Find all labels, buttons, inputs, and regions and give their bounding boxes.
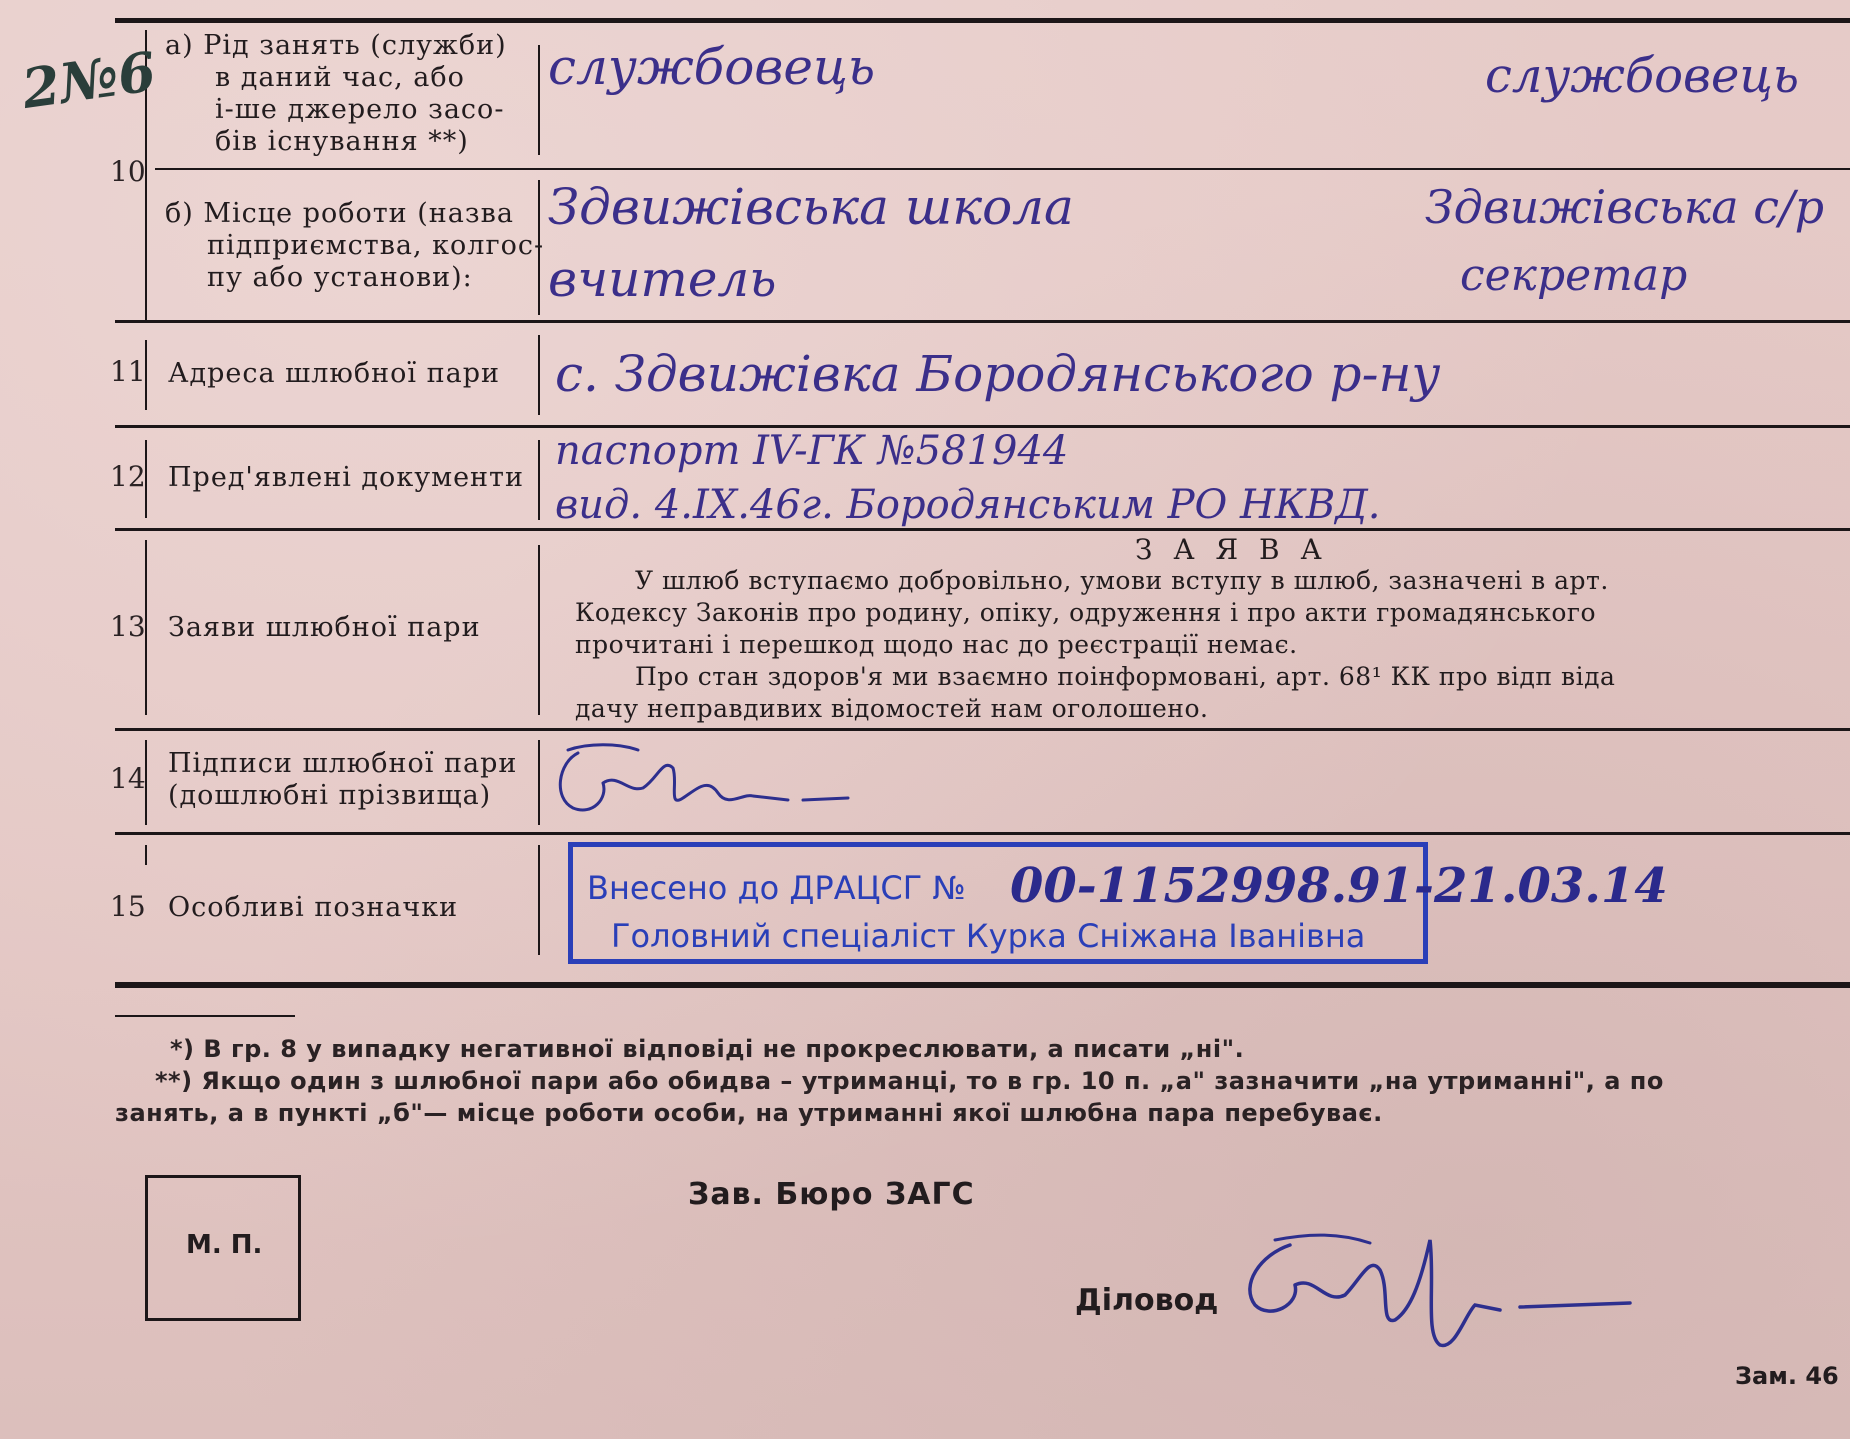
row-10b-label bbox=[165, 198, 544, 294]
footnote-line: **) Якщо один з шлюбної пари або обидва – утриманці, то в гр. 10 п. „а" зазначити „на утриманні", а по bbox=[155, 1067, 1664, 1095]
row-10a-label bbox=[165, 30, 507, 158]
zayava-line: Про стан здоров'я ми взаємно поінформовані, арт. 68¹ КК про відп віда bbox=[635, 662, 1616, 691]
value-column-rule-14 bbox=[538, 740, 540, 825]
row-14-label-line: Підписи шлюбної пари bbox=[168, 748, 518, 779]
row-12-value-line2: вид. 4.IX.46г. Бородянським РО НКВД. bbox=[555, 482, 1381, 528]
value-column-rule bbox=[538, 45, 540, 155]
row-10b-value-2-line2: секретар bbox=[1460, 250, 1688, 301]
row-number-15: 15 bbox=[110, 890, 146, 923]
zayava-line: дачу неправдивих відомостей нам оголошено. bbox=[575, 694, 1209, 723]
row-number-13: 13 bbox=[110, 610, 146, 643]
row-12-label: Пред'явлені документи bbox=[168, 462, 524, 493]
value-column-rule-11 bbox=[538, 335, 540, 415]
zayava-text bbox=[575, 565, 1835, 725]
clerk-signature bbox=[1230, 1225, 1650, 1365]
row-10b-value-1-line2: вчитель bbox=[548, 250, 777, 308]
value-column-rule-13 bbox=[538, 545, 540, 715]
zayava-line: прочитані і перешкод щодо нас до реєстрації немає. bbox=[575, 630, 1298, 659]
footnote-line: *) В гр. 8 у випадку негативної відповіді не прокреслювати, а писати „ні". bbox=[170, 1035, 1245, 1063]
footnote-line: занять, а в пункті „б"— місце роботи особи, на утриманні якої шлюбна пара перебуває. bbox=[115, 1099, 1383, 1127]
stamp-line-2: Головний спеціаліст Курка Сніжана Іванівна bbox=[611, 917, 1366, 955]
stamp-line-1: Внесено до ДРАЦСГ № bbox=[587, 869, 966, 907]
row-number-10: 10 bbox=[110, 155, 146, 188]
row-13-label: Заяви шлюбної пари bbox=[168, 612, 481, 643]
row-10b-value-1-line1: Здвижівська школа bbox=[548, 178, 1074, 236]
row-10a-value-2: службовець bbox=[1485, 48, 1800, 104]
seal-label: М. П. bbox=[186, 1230, 263, 1260]
zayava-line: Кодексу Законів про родину, опіку, одруження і про акти громадянського bbox=[575, 598, 1597, 627]
footnote-rule bbox=[115, 1015, 295, 1017]
row-10a-label-line: і-ше джерело засо- bbox=[215, 94, 505, 125]
left-rule-15 bbox=[145, 845, 147, 865]
row-14-label-line: (дошлюбні прізвища) bbox=[168, 780, 492, 811]
bottom-rule bbox=[115, 982, 1850, 988]
stamp-registry-number: 00-1152998.91-21.03.14 bbox=[1010, 858, 1668, 914]
value-column-rule-15 bbox=[538, 845, 540, 955]
row-14-label bbox=[168, 748, 517, 812]
row-10a-value-1: службовець bbox=[548, 38, 876, 96]
footnotes bbox=[115, 1033, 1664, 1129]
row-number-14: 14 bbox=[110, 762, 146, 795]
zayava-line: У шлюб вступаємо добровільно, умови вступу в шлюб, зазначені в арт. bbox=[635, 566, 1609, 595]
row-number-11: 11 bbox=[110, 355, 146, 388]
row-10a-label-line: в даний час, або bbox=[215, 62, 465, 93]
clerk-title: Діловод bbox=[1075, 1283, 1219, 1318]
rule-14-15 bbox=[115, 832, 1850, 835]
margin-note: 2№6 bbox=[18, 38, 160, 122]
row-number-12: 12 bbox=[110, 460, 146, 493]
rule-10-11 bbox=[115, 320, 1850, 323]
row-12-value-line1: паспорт IV-ГК №581944 bbox=[555, 428, 1069, 474]
row-11-label: Адреса шлюбної пари bbox=[168, 358, 500, 389]
row-11-value: с. Здвижівка Бородянського р-ну bbox=[555, 345, 1441, 403]
rule-12-13 bbox=[115, 528, 1850, 531]
zayava-heading: З А Я В А bbox=[1135, 533, 1328, 566]
head-title: Зав. Бюро ЗАГС bbox=[688, 1177, 975, 1212]
order-number: Зам. 46 bbox=[1735, 1362, 1839, 1390]
row-10b-value-2-line1: Здвижівська с/р bbox=[1425, 180, 1825, 234]
row-10b-label-line: пу або установи): bbox=[207, 262, 473, 293]
rule-10a-10b bbox=[155, 168, 1850, 170]
row-10b-label-line: б) Місце роботи (назва bbox=[165, 198, 514, 229]
row-15-label: Особливі позначки bbox=[168, 892, 459, 923]
seal-box bbox=[145, 1175, 301, 1321]
value-column-rule-12 bbox=[538, 440, 540, 520]
rule-13-14 bbox=[115, 728, 1850, 731]
couple-signature bbox=[548, 738, 868, 828]
row-10a-label-line: бів існування **) bbox=[215, 126, 469, 157]
top-rule bbox=[115, 18, 1850, 23]
row-10a-label-line: а) Рід занять (служби) bbox=[165, 30, 507, 61]
row-10b-label-line: підприємства, колгос- bbox=[207, 230, 545, 261]
